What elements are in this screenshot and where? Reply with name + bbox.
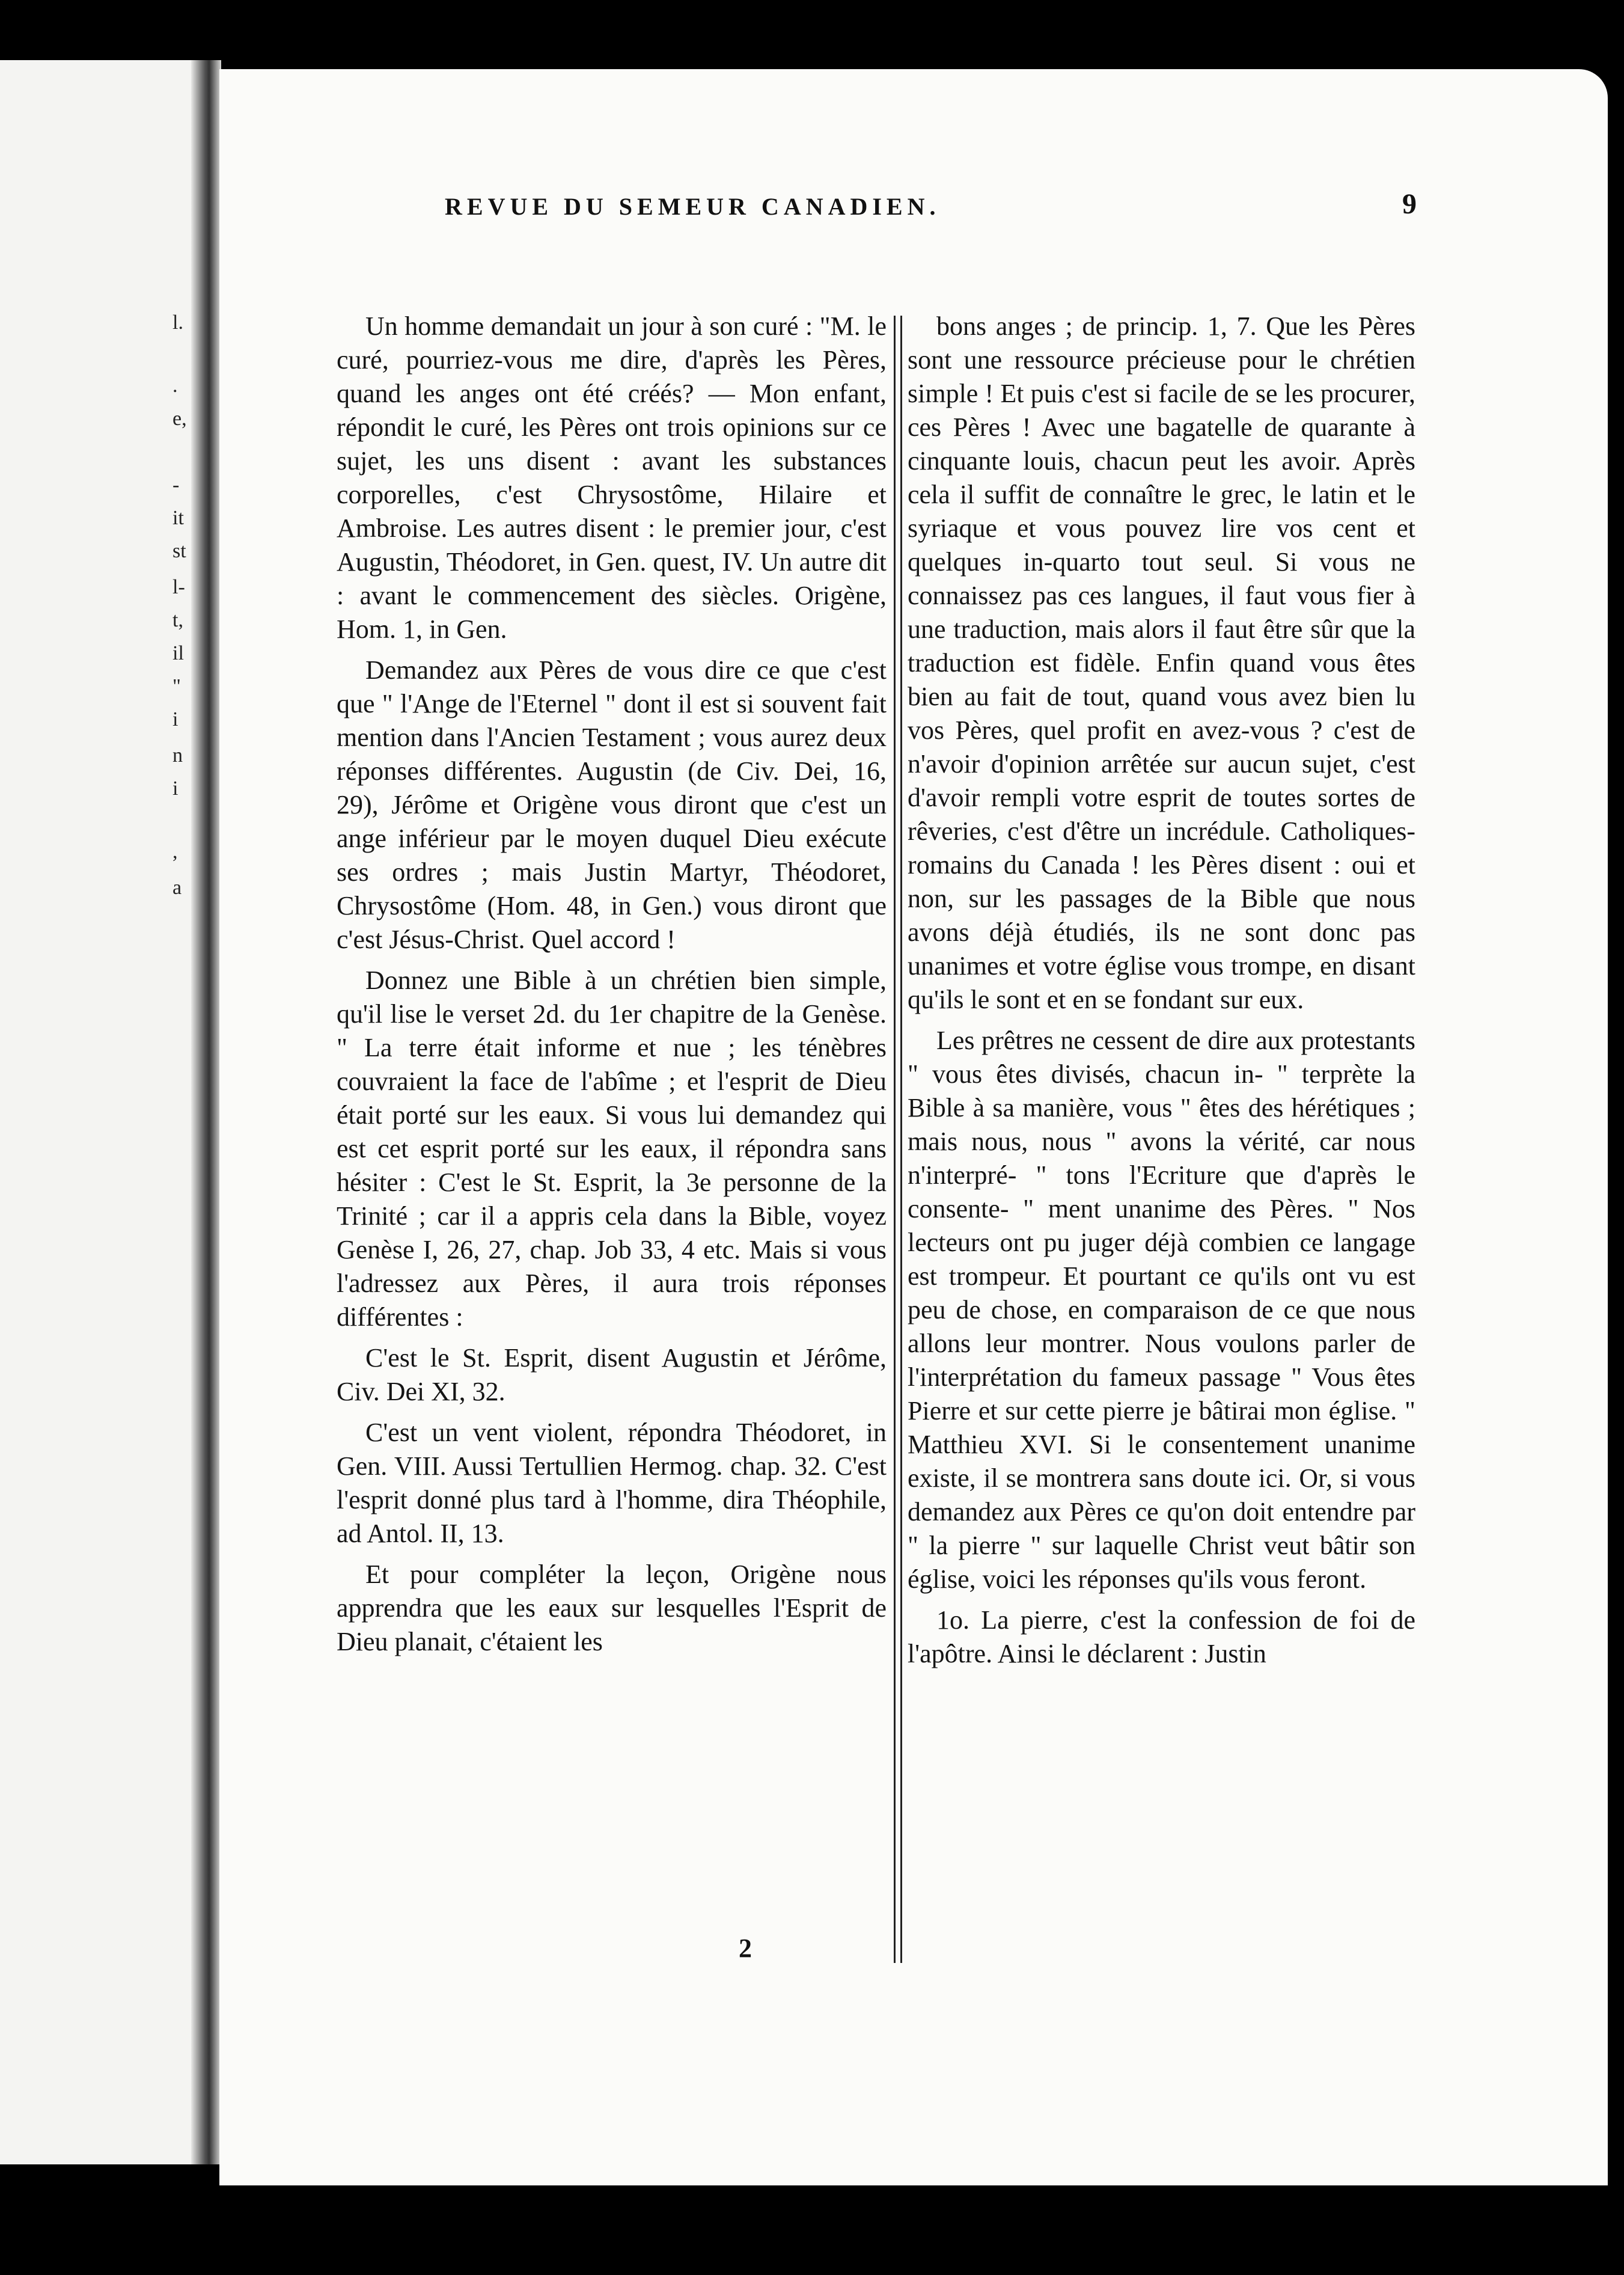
facing-page-fragment: - — [172, 474, 180, 496]
facing-page-fragment: n — [172, 744, 183, 767]
facing-page-fragment: il — [172, 642, 184, 664]
paragraph: C'est un vent violent, répondra Théodoret, in Gen. VIII. Aussi Tertullien Hermog. chap. 32. C'est l'esprit donné plus tard à l'homme, dira Théophile, ad Antol. II, 13. — [337, 1418, 887, 1548]
book-gutter — [191, 60, 221, 2164]
page-number: 9 — [1402, 188, 1417, 220]
facing-page-fragment: a — [172, 877, 182, 899]
facing-page-fragment: , — [172, 840, 178, 863]
facing-page-fragment: l- — [172, 576, 185, 598]
right-text-column — [908, 310, 1415, 1678]
column-rule — [894, 316, 902, 1963]
paragraph: Donnez une Bible à un chrétien bien simple, qu'il lise le verset 2d. du 1er chapitre de la Genèse. " La terre était informe et nue ; les ténèbres couvraient la face de l'abîme ; et l'esprit de Dieu était porté sur les eaux. Si vous lui demandez qui est cet esprit porté sur les eaux, il répondra sans hésiter : C'est le St. Esprit, la 3e personne de la Trinité ; car il a appris cela dans la Bible, voyez Genèse I, 26, 27, chap. Job 33, 4 etc. Mais si vous l'adressez aux Pères, il aura trois réponses différentes : — [337, 966, 887, 1332]
signature-mark: 2 — [739, 1934, 752, 1963]
paragraph: Et pour compléter la leçon, Origène nous apprendra que les eaux sur lesquelles l'Esprit de Dieu planait, c'étaient les — [337, 1560, 887, 1656]
facing-page-fragment: l. — [172, 311, 183, 334]
facing-page-fragment: i — [172, 777, 179, 800]
facing-page-fragment: i — [172, 708, 179, 730]
facing-page-fragment: it — [172, 507, 184, 529]
left-text-column — [337, 310, 887, 1666]
facing-page-edge — [0, 60, 201, 2164]
paragraph: Demandez aux Pères de vous dire ce que c'est que " l'Ange de l'Eternel " dont il est si souvent fait mention dans l'Ancien Testament ; vous aurez deux réponses différentes. Augustin (de Civ. Dei, 16, 29), Jérôme et Origène vous diront que c'est un ange inférieur par le moyen duquel Dieu exécute ses ordres ; mais Justin Martyr, Théodoret, Chrysostôme (Hom. 48, in Gen.) vous diront que c'est Jésus-Christ. Quel accord ! — [337, 655, 887, 954]
paragraph: Un homme demandait un jour à son curé : "M. le curé, pourriez-vous me dire, d'après les Pères, quand les anges ont été créés? — Mon enfant, répondit le curé, les Pères ont trois opinions sur ce sujet, les uns disent : avant les substances corporelles, c'est Chrysostôme, Hilaire et Ambroise. Les autres disent : le premier jour, c'est Augustin, Théodoret, in Gen. quest, IV. Un autre dit : avant le commencement des siècles. Origène, Hom. 1, in Gen. — [337, 311, 887, 644]
facing-page-fragment: t, — [172, 609, 183, 631]
facing-page-fragment: . — [172, 375, 178, 397]
facing-page-fragment: e, — [172, 408, 187, 430]
facing-page-fragment: st — [172, 540, 186, 562]
paragraph: 1o. La pierre, c'est la confession de foi de l'apôtre. Ainsi le déclarent : Justin — [908, 1605, 1415, 1668]
facing-page-fragment: " — [172, 675, 181, 697]
running-head: REVUE DU SEMEUR CANADIEN. — [445, 193, 941, 220]
paragraph: Les prêtres ne cessent de dire aux protestants " vous êtes divisés, chacun in- " terprète la Bible à sa manière, vous " êtes des hérétiques ; mais nous, nous " avons la vérité, car nous n'interpré- " tons l'Ecriture que d'après le consente- " ment unanime des Pères. " Nos lecteurs ont pu juger déjà combien ce langage est trompeur. Et pourtant ce qu'ils ont vu est peu de chose, en comparaison de ce que nous allons leur montrer. Nous voulons parler de l'interprétation du fameux passage " Vous êtes Pierre et sur cette pierre je bâtirai mon église. " Matthieu XVI. Si le consentement unanime existe, il se montrera sans doute ici. Or, si vous demandez aux Pères ce qu'on doit entendre par " la pierre " sur laquelle Christ veut bâtir son église, voici les réponses qu'ils vous feront. — [908, 1026, 1415, 1594]
paragraph: C'est le St. Esprit, disent Augustin et Jérôme, Civ. Dei XI, 32. — [337, 1343, 887, 1406]
paragraph: bons anges ; de princip. 1, 7. Que les Pères sont une ressource précieuse pour le chrétien simple ! Et puis c'est si facile de se les procurer, ces Pères ! Avec une bagatelle de quarante à cinquante louis, chacun peut les avoir. Après cela il suffit de connaître le grec, le latin et le syriaque et vous pouvez lire vos cent et quelques in-quarto tout seul. Si vous ne connaissez pas ces langues, il faut vous fier à une traduction, mais alors il faut être sûr que la traduction est fidèle. Enfin quand vous êtes bien au fait de tout, quand vous avez bien lu vos Pères, quel profit en avez-vous ? c'est de n'avoir d'opinion arrêtée sur aucun sujet, c'est d'avoir rempli votre esprit de toutes sortes de rêveries, c'est d'être un incrédule. Catholiques-romains du Canada ! les Pères disent : oui et non, sur les passages de la Bible que nous avons déjà étudiés, ils ne sont donc pas unanimes et votre église vous trompe, en disant qu'ils le sont et en se fondant sur eux. — [908, 311, 1415, 1014]
